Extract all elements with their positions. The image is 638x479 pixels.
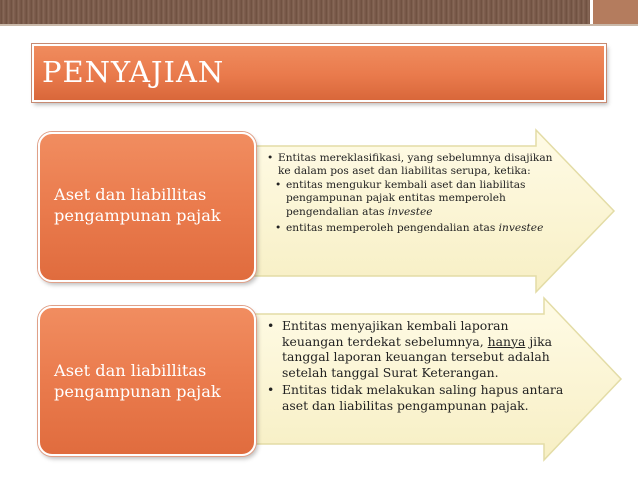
top-decorative-band [0, 0, 638, 24]
bullet-list-1 [266, 152, 556, 235]
list-item [266, 318, 566, 380]
slide-title: PENYAJIAN [42, 55, 225, 89]
label-box-text: Aset dan liabillitas pengampunan pajak [54, 185, 221, 225]
bullet-text-post: jika tanggal laporan keuangan tersebut adalah setelah tanggal Surat Keterangan. [282, 333, 553, 380]
bullet-dot: • [275, 222, 282, 235]
list-item [274, 222, 556, 235]
bullet-text: Entitas menyajikan kembali laporan keuangan terdekat sebelumnya, [282, 318, 509, 349]
top-band-divider [0, 24, 638, 26]
label-box-text: Aset dan liabillitas pengampunan pajak [54, 361, 221, 401]
top-corner-accent [590, 0, 638, 24]
bullet-dot: • [267, 152, 274, 164]
label-box-1 [38, 132, 256, 282]
bullet-underlined-text: hanya [487, 333, 526, 349]
bullet-text: Entitas mereklasifikasi, yang sebelumnya disajikan ke dalam pos aset dan liabilitas serupa, ketika: [278, 152, 553, 178]
bullet-italic-text: investee [498, 222, 544, 235]
list-item [266, 382, 566, 413]
list-item [266, 152, 556, 179]
bullet-dot: • [267, 382, 275, 397]
bullet-text: entitas memperoleh pengendalian atas [286, 222, 499, 235]
bullet-text: Entitas tidak melakukan saling hapus antara aset dan liabilitas pengampunan pajak. [282, 382, 564, 413]
list-item [274, 179, 556, 219]
title-bar [32, 44, 606, 102]
bullet-italic-text: investee [387, 205, 433, 218]
label-box-2 [38, 306, 256, 456]
bullet-text: entitas mengukur kembali aset dan liabilitas pengampunan pajak entitas memperoleh pengendalian atas [286, 178, 526, 218]
bullet-dot: • [267, 318, 275, 333]
bullet-list-2 [266, 318, 566, 413]
bullet-dot: • [275, 178, 282, 191]
